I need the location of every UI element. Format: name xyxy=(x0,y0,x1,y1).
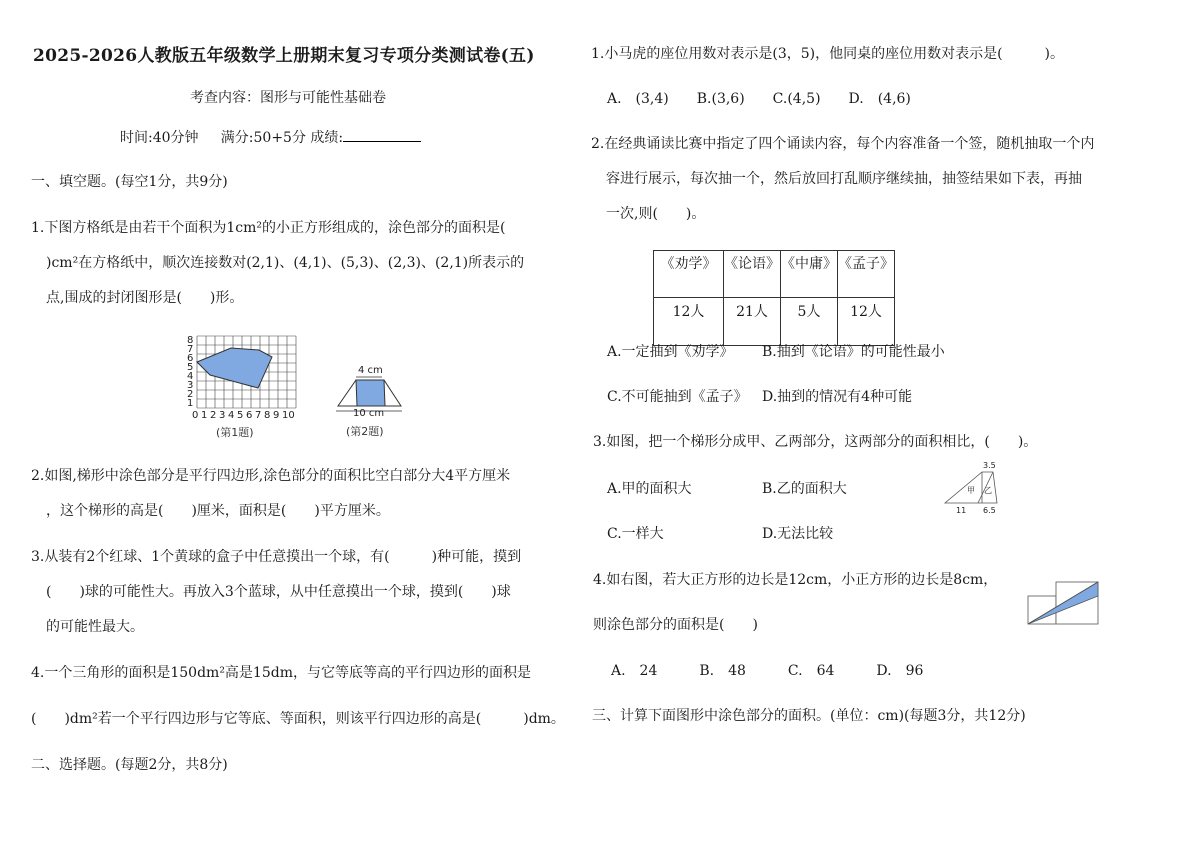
s2-q2-line3: 一次,则( )。 xyxy=(606,206,706,222)
s1-q3-line3: 的可能性最大。 xyxy=(46,619,144,635)
section2-heading: 二、选择题。(每题2分，共8分) xyxy=(31,757,228,773)
s1-q2-line2: ，这个梯形的高是( )厘米，面积是( )平方厘米。 xyxy=(46,503,390,519)
grid-y-label: 5 xyxy=(187,362,194,373)
grid-x-label: 9 xyxy=(273,410,280,421)
table-header: 《论语》 xyxy=(724,251,781,298)
grid-x-label: 0 xyxy=(192,410,199,421)
page-subtitle: 考查内容：图形与可能性基础卷 xyxy=(190,90,386,106)
s2-q3-option-b: B.乙的面积大 xyxy=(762,481,847,497)
s2-q2-line1: 2.在经典诵读比赛中指定了四个诵读内容，每个内容准备一个签，随机抽取一个内 xyxy=(591,136,1095,152)
split-trapezoid-figure xyxy=(940,460,1000,516)
grid-y-label: 4 xyxy=(187,371,194,382)
section3-heading: 三、计算下面图形中涂色部分的面积。(单位：cm)(每题3分，共12分) xyxy=(592,708,1026,724)
s1-q1-line2: )cm²在方格纸中，顺次连接数对(2,1)、(4,1)、(5,3)、(2,3)、(2,1)所表示的 xyxy=(46,255,525,271)
s2-q1-stem: 1.小马虎的座位用数对表示是(3，5)，他同桌的座位用数对表示是( )。 xyxy=(591,46,1065,62)
figure1-caption: (第1题) xyxy=(216,426,254,439)
s1-q4-line2: ( )dm²若一个平行四边形与它等底、等面积，则该平行四边形的高是( )dm。 xyxy=(31,711,565,727)
result-table xyxy=(653,250,895,346)
s2-q4-line1: 4.如右图，若大正方形的边长是12cm，小正方形的边长是8cm， xyxy=(593,572,998,588)
time-info: 时间:40分钟 xyxy=(120,130,199,146)
figure2-caption: (第2题) xyxy=(346,425,384,438)
s2-q3-option-a: A.甲的面积大 xyxy=(607,481,692,497)
s2-q2-option-d: D.抽到的情况有4种可能 xyxy=(762,389,913,405)
table-cell: 12人 xyxy=(654,298,724,346)
fig-top-label: 3.5 xyxy=(983,461,996,470)
s2-q3-stem: 3.如图，把一个梯形分成甲、乙两部分，这两部分的面积相比，( )。 xyxy=(593,434,1038,450)
section1-heading: 一、填空题。(每空1分，共9分) xyxy=(31,174,228,190)
grid-y-label: 1 xyxy=(187,398,194,409)
bottom-length-label: 10 cm xyxy=(353,408,385,419)
top-length-label: 4 cm xyxy=(358,365,383,376)
trapezoid-figure xyxy=(332,360,422,440)
exam-info xyxy=(120,127,421,148)
s2-q1-options: A. (3,4) B.(3,6) C.(4,5) D. (4,6) xyxy=(607,91,911,107)
table-cell: 12人 xyxy=(838,298,895,346)
s2-q2-option-b: B.抽到《论语》的可能性最小 xyxy=(762,344,945,360)
full-score-info: 满分:50+5分 xyxy=(220,130,306,146)
s1-q1-line1: 1.下图方格纸是由若干个面积为1cm²的小正方形组成的，涂色部分的面积是( xyxy=(31,220,506,236)
grid-y-label: 8 xyxy=(187,335,194,346)
table-cell: 21人 xyxy=(724,298,781,346)
grid-x-label: 5 xyxy=(237,410,244,421)
grid-y-label: 3 xyxy=(187,380,194,391)
grid-y-label: 2 xyxy=(187,389,194,400)
s2-q2-line2: 容进行展示，每次抽一个，然后放回打乱顺序继续抽，抽签结果如下表，再抽 xyxy=(606,171,1082,187)
grid-x-label: 7 xyxy=(255,410,262,421)
score-label: 成绩: xyxy=(310,130,344,146)
grid-x-label: 10 xyxy=(282,410,295,421)
s1-q1-line3: 点,围成的封闭图形是( )形。 xyxy=(46,290,244,306)
s2-q3-option-c: C.一样大 xyxy=(607,526,664,542)
grid-x-label: 1 xyxy=(201,410,208,421)
s2-q4-line2: 则涂色部分的面积是( ) xyxy=(593,617,758,633)
score-blank xyxy=(343,127,421,142)
table-header: 《孟子》 xyxy=(838,251,895,298)
s2-q4-options: A. 24 B. 48 C. 64 D. 96 xyxy=(611,663,924,679)
s2-q2-option-c: C.不可能抽到《孟子》 xyxy=(607,389,748,405)
s2-q2-option-a: A.一定抽到《劝学》 xyxy=(607,344,734,360)
shaded-parallelogram xyxy=(356,380,385,406)
table-cell: 5人 xyxy=(781,298,838,346)
fig-jia-label: 甲 xyxy=(967,486,975,495)
grid-figure xyxy=(184,332,314,442)
grid-x-label: 6 xyxy=(246,410,253,421)
s2-q3-option-d: D.无法比较 xyxy=(762,526,834,542)
grid-x-label: 4 xyxy=(228,410,235,421)
table-header: 《中庸》 xyxy=(781,251,838,298)
s1-q4-line1: 4.一个三角形的面积是150dm²高是15dm，与它等底等高的平行四边形的面积是 xyxy=(31,665,531,681)
grid-x-label: 8 xyxy=(264,410,271,421)
squares-figure xyxy=(1027,581,1103,625)
fig-yi-label: 乙 xyxy=(984,486,992,495)
grid-x-label: 2 xyxy=(210,410,217,421)
grid-x-label: 3 xyxy=(219,410,226,421)
table-header: 《劝学》 xyxy=(654,251,724,298)
fig-bottom-left-label: 11 xyxy=(956,506,967,515)
grid-y-label: 6 xyxy=(187,353,194,364)
s1-q3-line1: 3.从装有2个红球、1个黄球的盒子中任意摸出一个球，有( )种可能，摸到 xyxy=(31,549,522,565)
page-title: 2025-2026人教版五年级数学上册期末复习专项分类测试卷(五) xyxy=(33,46,535,66)
fig-bottom-right-label: 6.5 xyxy=(983,506,996,515)
grid-y-label: 7 xyxy=(187,344,194,355)
s1-q2-line1: 2.如图,梯形中涂色部分是平行四边形,涂色部分的面积比空白部分大4平方厘米 xyxy=(31,468,511,484)
s1-q3-line2: ( )球的可能性大。再放入3个蓝球，从中任意摸出一个球，摸到( )球 xyxy=(46,584,511,600)
